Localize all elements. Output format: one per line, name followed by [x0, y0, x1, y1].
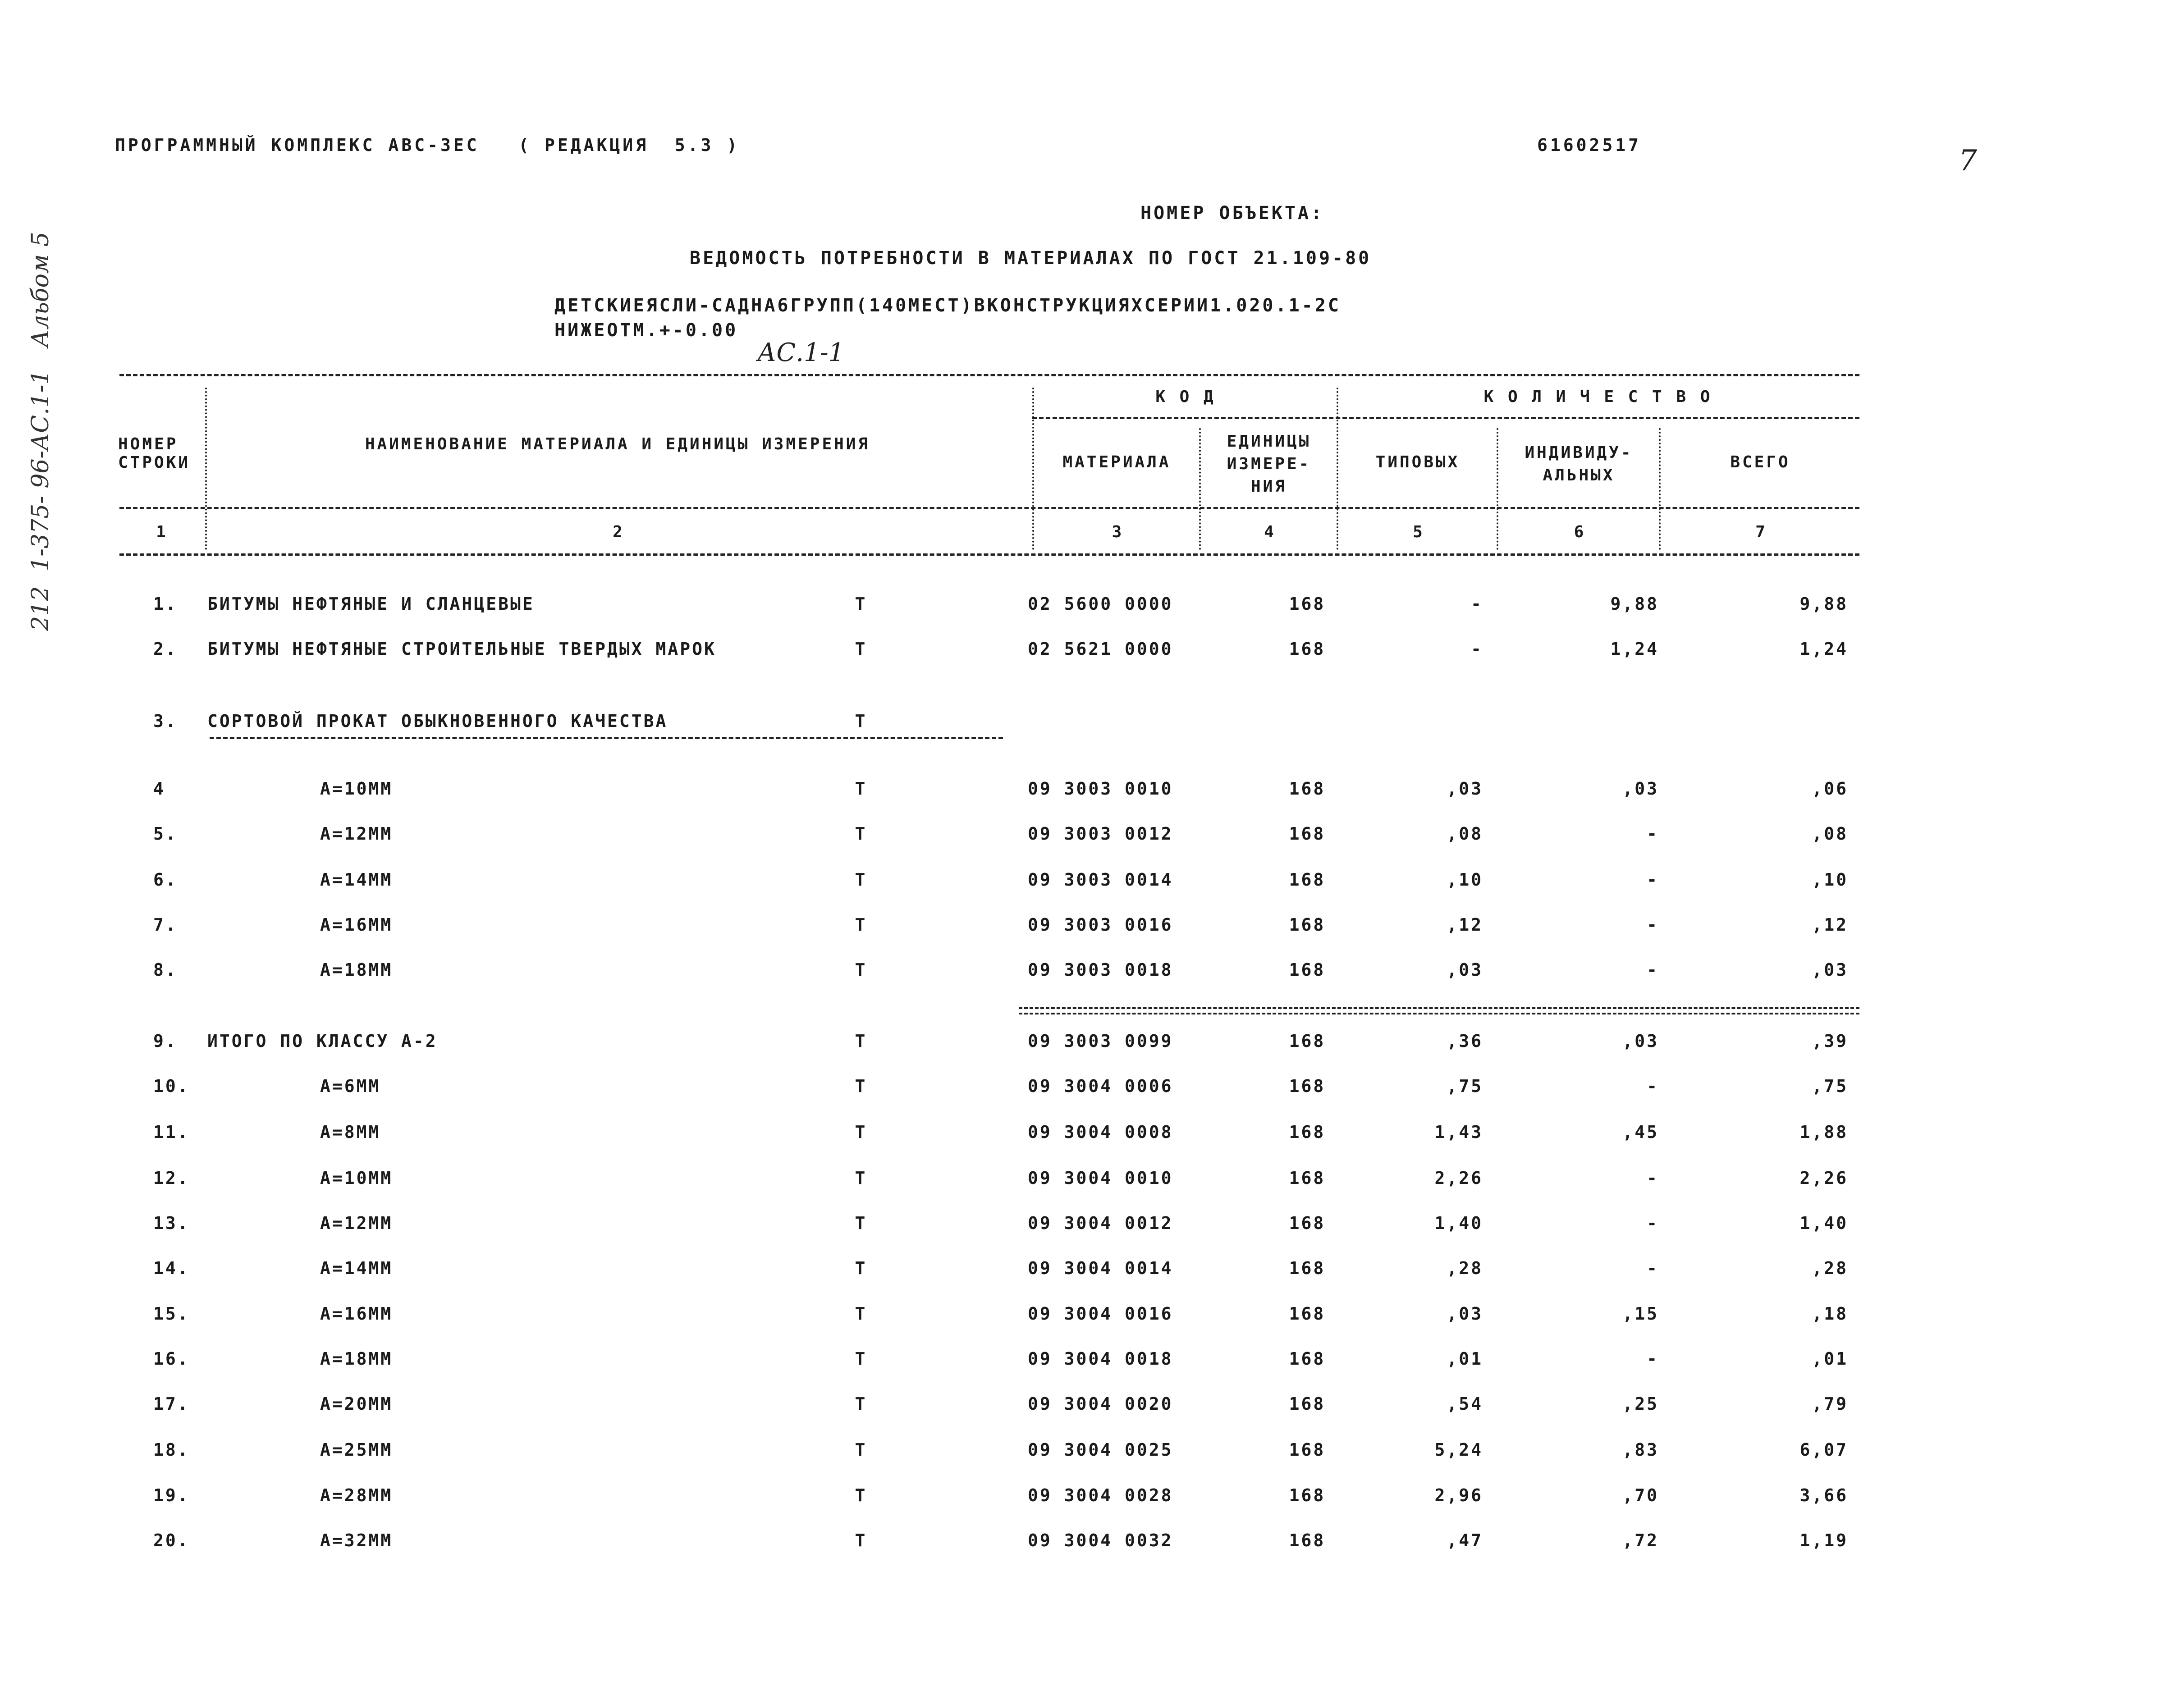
unit-code: 168 — [1289, 1213, 1326, 1233]
individual-quantity: ,45 — [1622, 1122, 1659, 1142]
individual-quantity: 9,88 — [1610, 594, 1659, 614]
unit-of-measure: Т — [855, 1531, 867, 1550]
row-number: 15. — [153, 1304, 190, 1324]
total-quantity: ,39 — [1812, 1031, 1848, 1051]
unit-code: 168 — [1289, 1168, 1326, 1188]
unit-of-measure: Т — [855, 639, 867, 659]
unit-of-measure: Т — [855, 1304, 867, 1324]
object-number-label: НОМЕР ОБЪЕКТА: — [1140, 203, 1324, 224]
col-header-name: НАИМЕНОВАНИЕ МАТЕРИАЛА И ЕДИНИЦЫ ИЗМЕРЕНИЯ — [365, 435, 870, 453]
unit-of-measure: Т — [855, 594, 867, 614]
header-bottom-rule — [119, 507, 1859, 509]
total-quantity: ,03 — [1812, 960, 1848, 980]
unit-code: 168 — [1289, 779, 1326, 799]
row-number: 10. — [153, 1076, 190, 1096]
unit-code: 168 — [1289, 1485, 1326, 1505]
material-name: А=12ММ — [320, 824, 393, 844]
individual-quantity: - — [1647, 824, 1659, 844]
col-header-material: МАТЕРИАЛА — [1062, 453, 1171, 471]
document-code: 61602517 — [1537, 135, 1642, 155]
unit-code: 168 — [1289, 1076, 1326, 1096]
unit-code: 168 — [1289, 1304, 1326, 1324]
individual-quantity: - — [1647, 1076, 1659, 1096]
typical-quantity: - — [1471, 639, 1483, 659]
unit-of-measure: Т — [855, 915, 867, 935]
margin-annotation: 212 1-375- 96-АС.1-1 Альбом 5 — [27, 232, 54, 631]
individual-quantity: - — [1647, 915, 1659, 935]
unit-of-measure: Т — [855, 1031, 867, 1051]
table-row — [0, 1168, 2184, 1200]
table-row — [0, 594, 2184, 626]
total-quantity: ,79 — [1812, 1394, 1848, 1414]
material-name: А=6ММ — [320, 1076, 381, 1096]
total-quantity: 6,07 — [1799, 1440, 1848, 1460]
table-row — [0, 1122, 2184, 1154]
typical-quantity: ,01 — [1447, 1349, 1483, 1369]
col-sep-1 — [205, 388, 207, 550]
row-number: 11. — [153, 1122, 190, 1142]
unit-of-measure: Т — [855, 711, 867, 731]
typical-quantity: ,47 — [1447, 1531, 1483, 1550]
typical-quantity: ,08 — [1447, 824, 1483, 844]
row-number: 18. — [153, 1440, 190, 1460]
material-name: БИТУМЫ НЕФТЯНЫЕ И СЛАНЦЕВЫЕ — [207, 594, 535, 614]
material-code: 09 3004 0014 — [1028, 1258, 1173, 1278]
unit-of-measure: Т — [855, 1258, 867, 1278]
material-name: А=8ММ — [320, 1122, 381, 1142]
col-sep-2 — [1032, 388, 1034, 550]
material-name: СОРТОВОЙ ПРОКАТ ОБЫКНОВЕННОГО КАЧЕСТВА — [207, 711, 668, 731]
table-row — [0, 1531, 2184, 1562]
total-quantity: ,10 — [1812, 870, 1848, 890]
table-row — [0, 960, 2184, 991]
individual-quantity: - — [1647, 1349, 1659, 1369]
row-number: 4 — [153, 779, 165, 799]
unit-code: 168 — [1289, 639, 1326, 659]
handwritten-mark: АС.1-1 — [757, 338, 845, 367]
material-code: 09 3003 0010 — [1028, 779, 1173, 799]
table-row — [0, 870, 2184, 901]
unit-code: 168 — [1289, 1394, 1326, 1414]
material-name: ИТОГО ПО КЛАССУ А-2 — [207, 1031, 438, 1051]
col-header-typical: ТИПОВЫХ — [1375, 453, 1460, 471]
col-number-1: 1 — [156, 523, 166, 541]
total-quantity: 1,40 — [1799, 1213, 1848, 1233]
document-title: ВЕДОМОСТЬ ПОТРЕБНОСТИ В МАТЕРИАЛАХ ПО ГОСТ 21.109-80 — [690, 248, 1372, 269]
total-quantity: ,06 — [1812, 779, 1848, 799]
total-quantity: ,75 — [1812, 1076, 1848, 1096]
individual-quantity: 1,24 — [1610, 639, 1659, 659]
material-code: 09 3004 0016 — [1028, 1304, 1173, 1324]
col-sep-4 — [1337, 388, 1338, 550]
table-row — [0, 1349, 2184, 1380]
unit-of-measure: Т — [855, 1394, 867, 1414]
material-name: А=28ММ — [320, 1485, 393, 1505]
total-quantity: 1,19 — [1799, 1531, 1848, 1550]
col-header-unit: ЕДИНИЦЫ ИЗМЕРЕ- НИЯ — [1227, 432, 1311, 496]
typical-quantity: ,54 — [1447, 1394, 1483, 1414]
total-quantity: ,08 — [1812, 824, 1848, 844]
col-sep-6 — [1659, 428, 1661, 550]
table-row — [0, 1213, 2184, 1245]
row-number: 13. — [153, 1213, 190, 1233]
material-code: 09 3003 0099 — [1028, 1031, 1173, 1051]
col-header-row-number: НОМЕР СТРОКИ — [118, 435, 191, 472]
col-header-quantity-group: К О Л И Ч Е С Т В О — [1483, 388, 1712, 406]
col-number-2: 2 — [613, 523, 623, 541]
unit-code: 168 — [1289, 1031, 1326, 1051]
total-quantity: 1,88 — [1799, 1122, 1848, 1142]
table-row — [0, 1258, 2184, 1290]
unit-code: 168 — [1289, 960, 1326, 980]
row-number: 7. — [153, 915, 178, 935]
program-header: ПРОГРАММНЫЙ КОМПЛЕКС АВС-3ЕС ( РЕДАКЦИЯ 5.3 ) — [115, 135, 740, 155]
table-row — [0, 1485, 2184, 1517]
col-header-individual: ИНДИВИДУ- АЛЬНЫХ — [1525, 443, 1633, 484]
unit-code: 168 — [1289, 1258, 1326, 1278]
table-row — [0, 711, 2184, 743]
individual-quantity: ,03 — [1622, 779, 1659, 799]
unit-of-measure: Т — [855, 1213, 867, 1233]
unit-code: 168 — [1289, 824, 1326, 844]
unit-of-measure: Т — [855, 779, 867, 799]
total-quantity: 9,88 — [1799, 594, 1848, 614]
typical-quantity: ,28 — [1447, 1258, 1483, 1278]
col-number-5: 5 — [1413, 523, 1423, 541]
table-row — [0, 1304, 2184, 1335]
material-code: 09 3004 0020 — [1028, 1394, 1173, 1414]
material-code: 09 3003 0012 — [1028, 824, 1173, 844]
table-row — [0, 1440, 2184, 1471]
unit-of-measure: Т — [855, 1349, 867, 1369]
col-number-4: 4 — [1264, 523, 1274, 541]
material-name: А=16ММ — [320, 1304, 393, 1324]
individual-quantity: ,72 — [1622, 1531, 1659, 1550]
col-number-3: 3 — [1112, 523, 1122, 541]
material-code: 09 3004 0025 — [1028, 1440, 1173, 1460]
row-number: 5. — [153, 824, 178, 844]
table-row — [0, 915, 2184, 946]
row-number: 12. — [153, 1168, 190, 1188]
unit-code: 168 — [1289, 1349, 1326, 1369]
row-number: 20. — [153, 1531, 190, 1550]
table-top-rule — [119, 374, 1859, 376]
typical-quantity: ,03 — [1447, 1304, 1483, 1324]
unit-of-measure: Т — [855, 960, 867, 980]
typical-quantity: ,03 — [1447, 960, 1483, 980]
unit-of-measure: Т — [855, 1168, 867, 1188]
table-row — [0, 824, 2184, 855]
typical-quantity: 2,96 — [1434, 1485, 1483, 1505]
unit-code: 168 — [1289, 915, 1326, 935]
code-qty-subrule — [1032, 417, 1859, 419]
material-code: 09 3004 0028 — [1028, 1485, 1173, 1505]
unit-code: 168 — [1289, 870, 1326, 890]
material-name: А=16ММ — [320, 915, 393, 935]
col-sep-3 — [1199, 428, 1201, 550]
typical-quantity: 2,26 — [1434, 1168, 1483, 1188]
unit-code: 168 — [1289, 1440, 1326, 1460]
typical-quantity: ,10 — [1447, 870, 1483, 890]
material-code: 09 3003 0014 — [1028, 870, 1173, 890]
material-code: 09 3004 0010 — [1028, 1168, 1173, 1188]
material-code: 02 5600 0000 — [1028, 594, 1173, 614]
material-name: А=10ММ — [320, 779, 393, 799]
individual-quantity: - — [1647, 1168, 1659, 1188]
unit-of-measure: Т — [855, 1076, 867, 1096]
col-number-7: 7 — [1755, 523, 1765, 541]
table-row — [0, 1394, 2184, 1425]
typical-quantity: 1,43 — [1434, 1122, 1483, 1142]
total-quantity: ,18 — [1812, 1304, 1848, 1324]
total-quantity: ,28 — [1812, 1258, 1848, 1278]
material-name: А=18ММ — [320, 1349, 393, 1369]
individual-quantity: ,70 — [1622, 1485, 1659, 1505]
typical-quantity: ,36 — [1447, 1031, 1483, 1051]
material-code: 09 3004 0012 — [1028, 1213, 1173, 1233]
material-name: БИТУМЫ НЕФТЯНЫЕ СТРОИТЕЛЬНЫЕ ТВЕРДЫХ МАРОК — [207, 639, 716, 659]
material-name: А=32ММ — [320, 1531, 393, 1550]
total-quantity: ,12 — [1812, 915, 1848, 935]
col-sep-5 — [1497, 428, 1498, 550]
row-number: 3. — [153, 711, 178, 731]
row-number: 14. — [153, 1258, 190, 1278]
row-number: 16. — [153, 1349, 190, 1369]
typical-quantity: ,03 — [1447, 779, 1483, 799]
material-name: А=18ММ — [320, 960, 393, 980]
subtitle-line-1: ДЕТСКИЕЯСЛИ-САДНА6ГРУПП(140МЕСТ)ВКОНСТРУКЦИЯХСЕРИИ1.020.1-2С — [554, 295, 1341, 316]
unit-code: 168 — [1289, 1122, 1326, 1142]
material-name: А=10ММ — [320, 1168, 393, 1188]
individual-quantity: - — [1647, 1213, 1659, 1233]
unit-of-measure: Т — [855, 870, 867, 890]
typical-quantity: 5,24 — [1434, 1440, 1483, 1460]
col-number-6: 6 — [1574, 523, 1584, 541]
row-number: 2. — [153, 639, 178, 659]
page-number: 7 — [1959, 144, 1977, 178]
table-row — [0, 1031, 2184, 1063]
row-number: 17. — [153, 1394, 190, 1414]
material-name: А=12ММ — [320, 1213, 393, 1233]
total-quantity: 2,26 — [1799, 1168, 1848, 1188]
unit-of-measure: Т — [855, 824, 867, 844]
individual-quantity: ,03 — [1622, 1031, 1659, 1051]
material-name: А=25ММ — [320, 1440, 393, 1460]
material-code: 02 5621 0000 — [1028, 639, 1173, 659]
subtotal-double-rule — [1019, 1007, 1859, 1014]
individual-quantity: ,25 — [1622, 1394, 1659, 1414]
individual-quantity: - — [1647, 1258, 1659, 1278]
col-header-code-group: К О Д — [1155, 388, 1216, 406]
unit-code: 168 — [1289, 1531, 1326, 1550]
individual-quantity: - — [1647, 960, 1659, 980]
material-code: 09 3003 0018 — [1028, 960, 1173, 980]
unit-code: 168 — [1289, 594, 1326, 614]
colnum-bottom-rule — [119, 553, 1859, 556]
total-quantity: ,01 — [1812, 1349, 1848, 1369]
material-code: 09 3003 0016 — [1028, 915, 1173, 935]
typical-quantity: 1,40 — [1434, 1213, 1483, 1233]
individual-quantity: ,15 — [1622, 1304, 1659, 1324]
unit-of-measure: Т — [855, 1122, 867, 1142]
row-number: 8. — [153, 960, 178, 980]
subtitle-line-2: НИЖЕОТМ.+-0.00 — [554, 320, 738, 341]
typical-quantity: ,75 — [1447, 1076, 1483, 1096]
material-name: А=20ММ — [320, 1394, 393, 1414]
material-code: 09 3004 0006 — [1028, 1076, 1173, 1096]
individual-quantity: ,83 — [1622, 1440, 1659, 1460]
row-number: 9. — [153, 1031, 178, 1051]
total-quantity: 3,66 — [1799, 1485, 1848, 1505]
row-number: 19. — [153, 1485, 190, 1505]
row-number: 6. — [153, 870, 178, 890]
material-name: А=14ММ — [320, 870, 393, 890]
col-header-total: ВСЕГО — [1730, 453, 1790, 471]
total-quantity: 1,24 — [1799, 639, 1848, 659]
row-number: 1. — [153, 594, 178, 614]
material-code: 09 3004 0008 — [1028, 1122, 1173, 1142]
unit-of-measure: Т — [855, 1485, 867, 1505]
typical-quantity: - — [1471, 594, 1483, 614]
table-row — [0, 779, 2184, 810]
individual-quantity: - — [1647, 870, 1659, 890]
material-code: 09 3004 0032 — [1028, 1531, 1173, 1550]
table-row — [0, 639, 2184, 671]
table-row — [0, 1076, 2184, 1108]
typical-quantity: ,12 — [1447, 915, 1483, 935]
unit-of-measure: Т — [855, 1440, 867, 1460]
material-name: А=14ММ — [320, 1258, 393, 1278]
material-code: 09 3004 0018 — [1028, 1349, 1173, 1369]
